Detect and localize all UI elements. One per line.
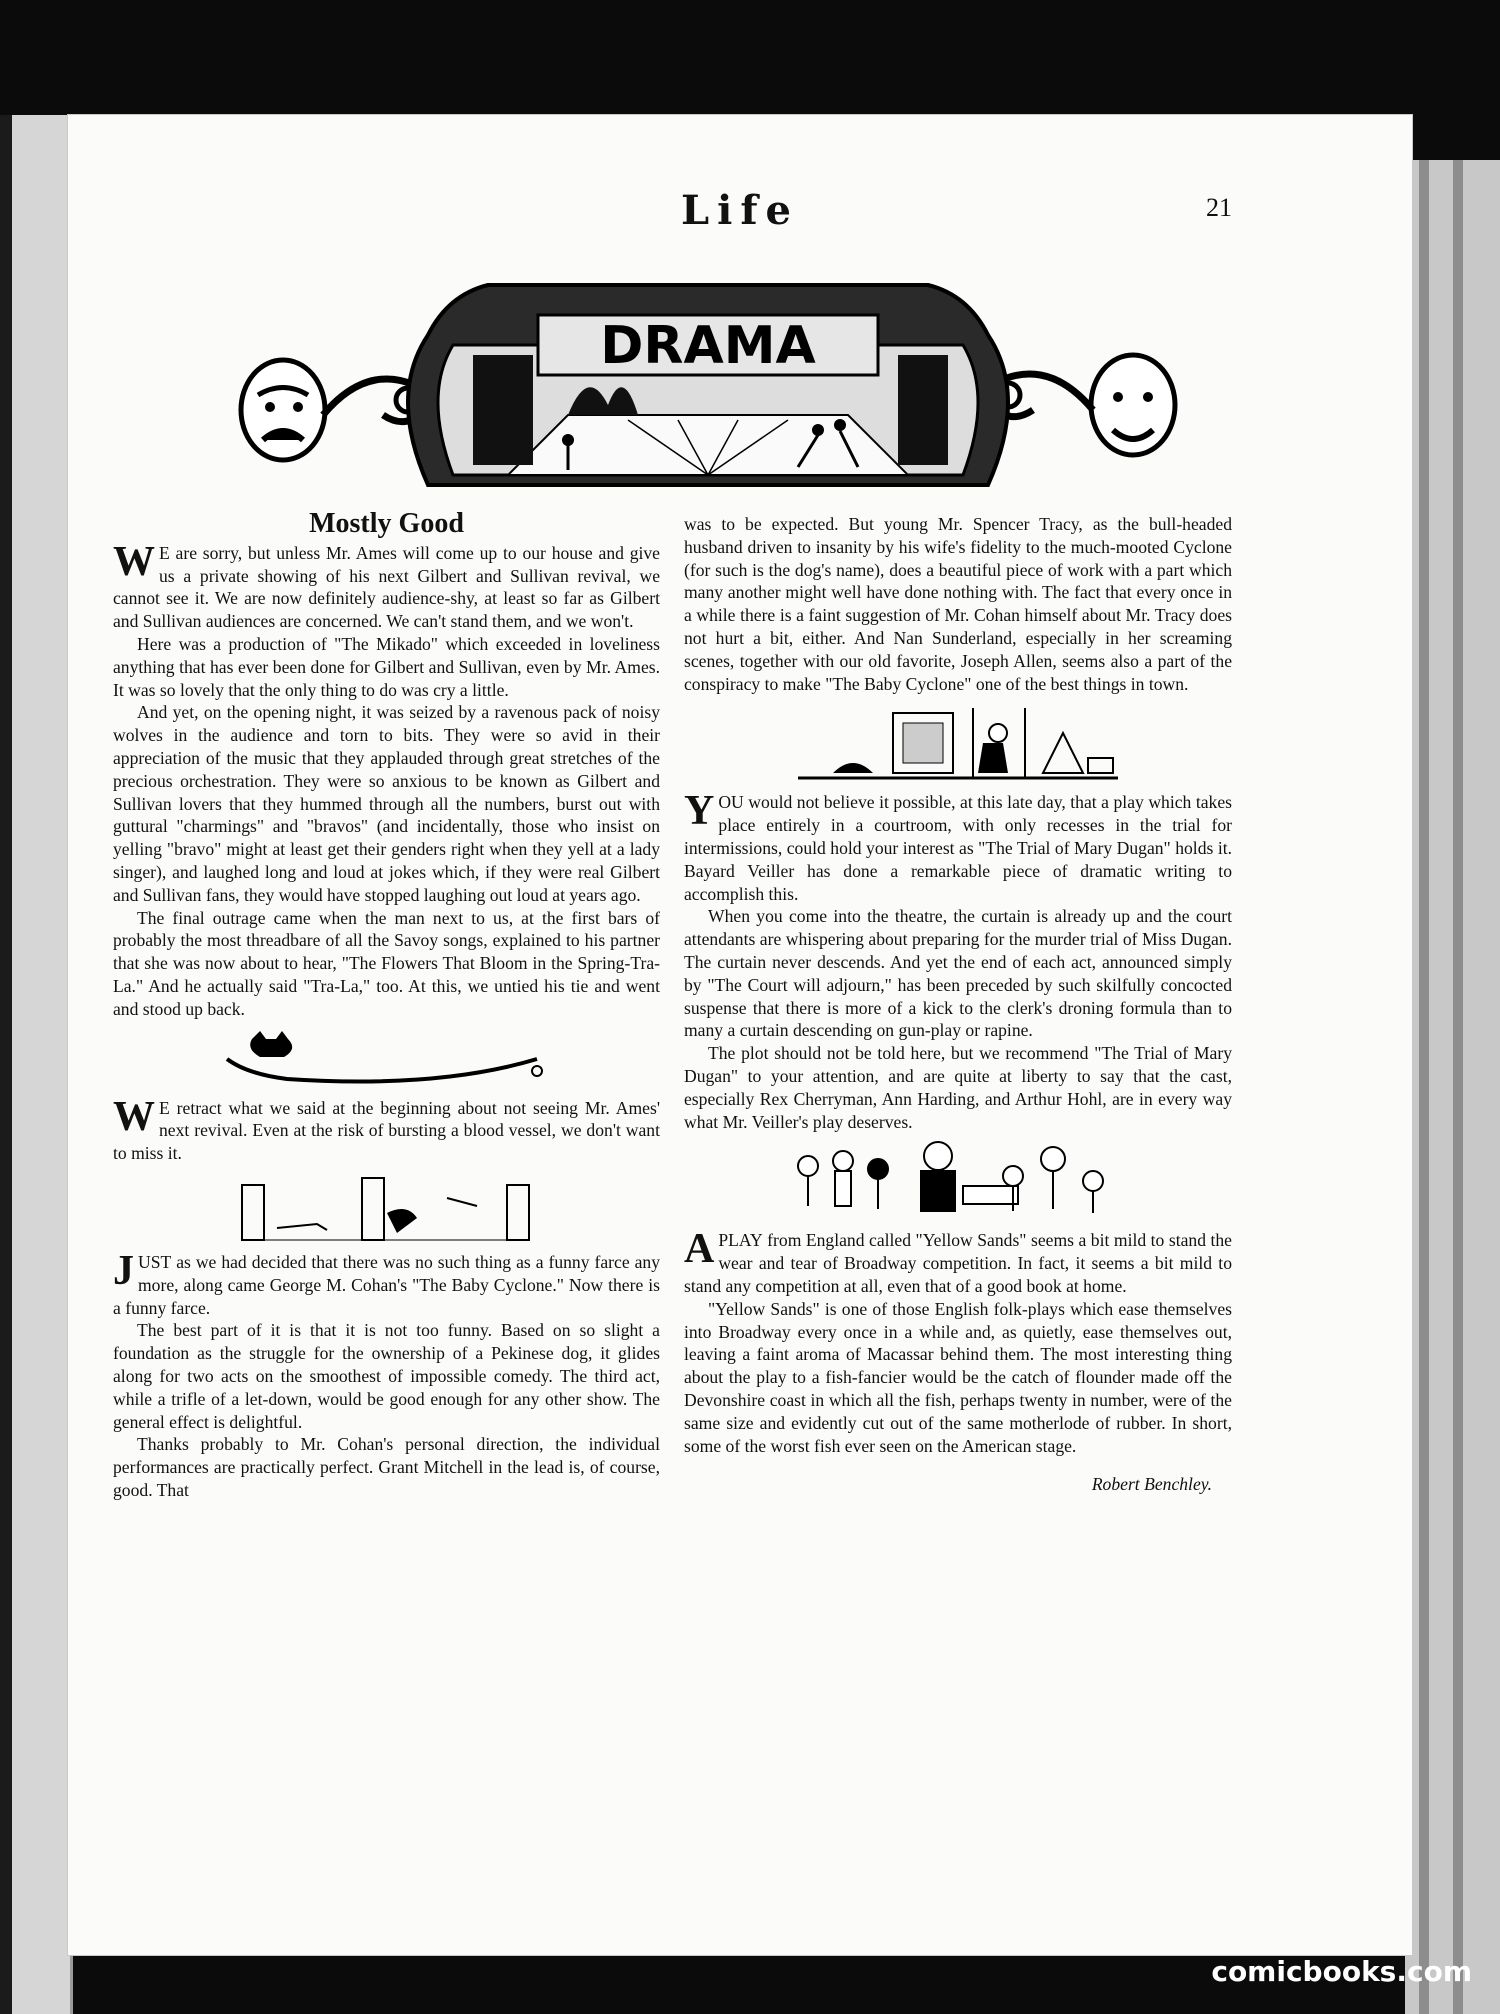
courtroom-scene-illustration xyxy=(793,703,1123,783)
paragraph: was to be expected. But young Mr. Spencer Tracy, as the bull-headed husband driven to insanity by his wife's fidelity to the much-mooted Cyclone (for such is the dog's name), does a beautiful piece of work with a part which many another might well have done nothing with. The fact that every once in a while there is a faint suggestion of Mr. Cohan himself about Mr. Tracy does not hurt a bit, either. And Nan Sunderland, especially in her screaming scenes, together with our old favorite, Joseph Allen, seems also a part of the conspiracy to make "The Baby Cyclone" one of the best things in town. xyxy=(684,514,1232,694)
section-title: Mostly Good xyxy=(309,508,464,539)
paragraph: W E are sorry, but unless Mr. Ames will come up to our house and give us a private showing of his next Gilbert and Sullivan revival, we cannot see it. We are now definitely audience-shy, at least so far as Gilbert and Sullivan audiences are concerned. We can't stand them, and we won't. xyxy=(113,538,660,632)
cat-on-rope-illustration xyxy=(222,1029,552,1089)
page-number: 21 xyxy=(1206,193,1232,222)
paragraph: A PLAY from England called "Yellow Sands" seems a bit mild to stand the wear and tear of Broadway competition. In fact, it seems a bit mild to stand any competition at all, even that of a good book at home. xyxy=(684,1226,1232,1296)
paragraph: "Yellow Sands" is one of those English folk-plays which ease themselves into Broadway every once in a while and, as quietly, ease themselves out, leaving a faint aroma of Macassar behind them. The most interesting thing about the play to a fish-fancier would be the catch of flounder made off the Devonshire coast in which all the fish, perhaps twenty in number, were of the same size and evidently cut out of the same motherlode of rubber. In short, some of the worst fish ever seen on the American stage. xyxy=(684,1298,1232,1456)
paragraph: JUST as we had decided that there was no such thing as a funny farce any more, along came George M. Cohan's "The Baby Cyclone." Now there is a funny farce. xyxy=(113,1247,660,1318)
left-column xyxy=(113,508,660,1502)
paragraph: The plot should not be told here, but we recommend "The Trial of Mary Dugan" to your attention, and are quite at liberty to say that the cast, especially Rex Cherryman, Ann Harding, and Arthur Hohl, are in every way what Mr. Veiller's play deserves. xyxy=(684,1043,1232,1132)
paragraph: The final outrage came when the man next to us, at the first bars of probably the most threadbare of all the Savoy songs, explained to his partner that she was now about to hear, "The Flowers That Bloom in the Spring-Tra-La." And he actually said "Tra-La," too. At this, we untied his tie and went and stood up back. xyxy=(113,907,660,1019)
paragraph: Here was a production of "The Mikado" which exceeded in loveliness anything that has ever been done for Gilbert and Sullivan, even by Mr. Ames. It was so lovely that the only thing to do was cry a little. xyxy=(113,633,660,700)
magazine-title: Life xyxy=(681,187,799,234)
comedy-mask-icon xyxy=(983,355,1175,455)
magazine-page xyxy=(68,115,1412,1955)
watermark: comicbooks.com xyxy=(1211,1955,1472,1988)
paragraph: Thanks probably to Mr. Cohan's personal direction, the individual performances are practically perfect. Grant Mitchell in the lead is, of course, good. That xyxy=(113,1434,660,1500)
doorways-chase-illustration xyxy=(237,1173,537,1243)
drama-banner-illustration xyxy=(208,245,1208,505)
paragraph: And yet, on the opening night, it was seized by a ravenous pack of noisy wolves in the audience and torn to bits. They were so avid in their appreciation of the music that they applauded through great stretches of the precious orchestration. They were so anxious to be known as Gilbert and Sullivan lovers that they hummed through all the numbers, burst out with guttural "charmings" and "bravos" (and incidentally, those who insist on yelling "bravo" might at least get their genders right when they yell at a lady singer), and laughed long and loud at jokes which, if they were real Gilbert and Sullivan fans, they would have stopped laughing out loud at years ago. xyxy=(113,702,660,905)
paragraph: The best part of it is that it is not too funny. Based on so slight a foundation as the struggle for the ownership of a Pekinese dog, it glides along for two acts on the smoothest of impossible comedy. The third act, while a trifle of a let-down, would be good enough for any other show. The general effect is delightful. xyxy=(113,1320,660,1432)
children-crowd-illustration xyxy=(793,1141,1123,1221)
theatre-stage-scene xyxy=(408,285,1008,485)
book-spine xyxy=(0,115,73,2014)
tragedy-mask-icon xyxy=(241,360,433,460)
paragraph: W E retract what we said at the beginning about not seeing Mr. Ames' next revival. Even at the risk of bursting a blood vessel, we don't want to miss it. xyxy=(113,1093,660,1164)
next-page-edge xyxy=(1405,160,1500,2014)
paragraph: When you come into the theatre, the curtain is already up and the court attendants are whispering about preparing for the murder trial of Miss Dugan. The curtain never descends. And yet the end of each act, announced simply by "The Court will adjourn," has been preceded by such skilfully concocted suspense that there is more of a kick to the clerk's droning formula than to many a curtain descending on gun-play or rapine. xyxy=(684,906,1232,1041)
drama-heading: DRAMA xyxy=(600,316,816,376)
paragraph: YOU would not believe it possible, at this late day, that a play which takes place entirely in a courtroom, with only recesses in the trial for intermissions, could hold your interest as "The Trial of Mary Dugan" holds it. Bayard Veiller has done a remarkable piece of dramatic writing to accomplish this. xyxy=(684,788,1232,904)
right-column xyxy=(684,513,1232,1496)
author-signature: Robert Benchley. xyxy=(1091,1474,1212,1495)
